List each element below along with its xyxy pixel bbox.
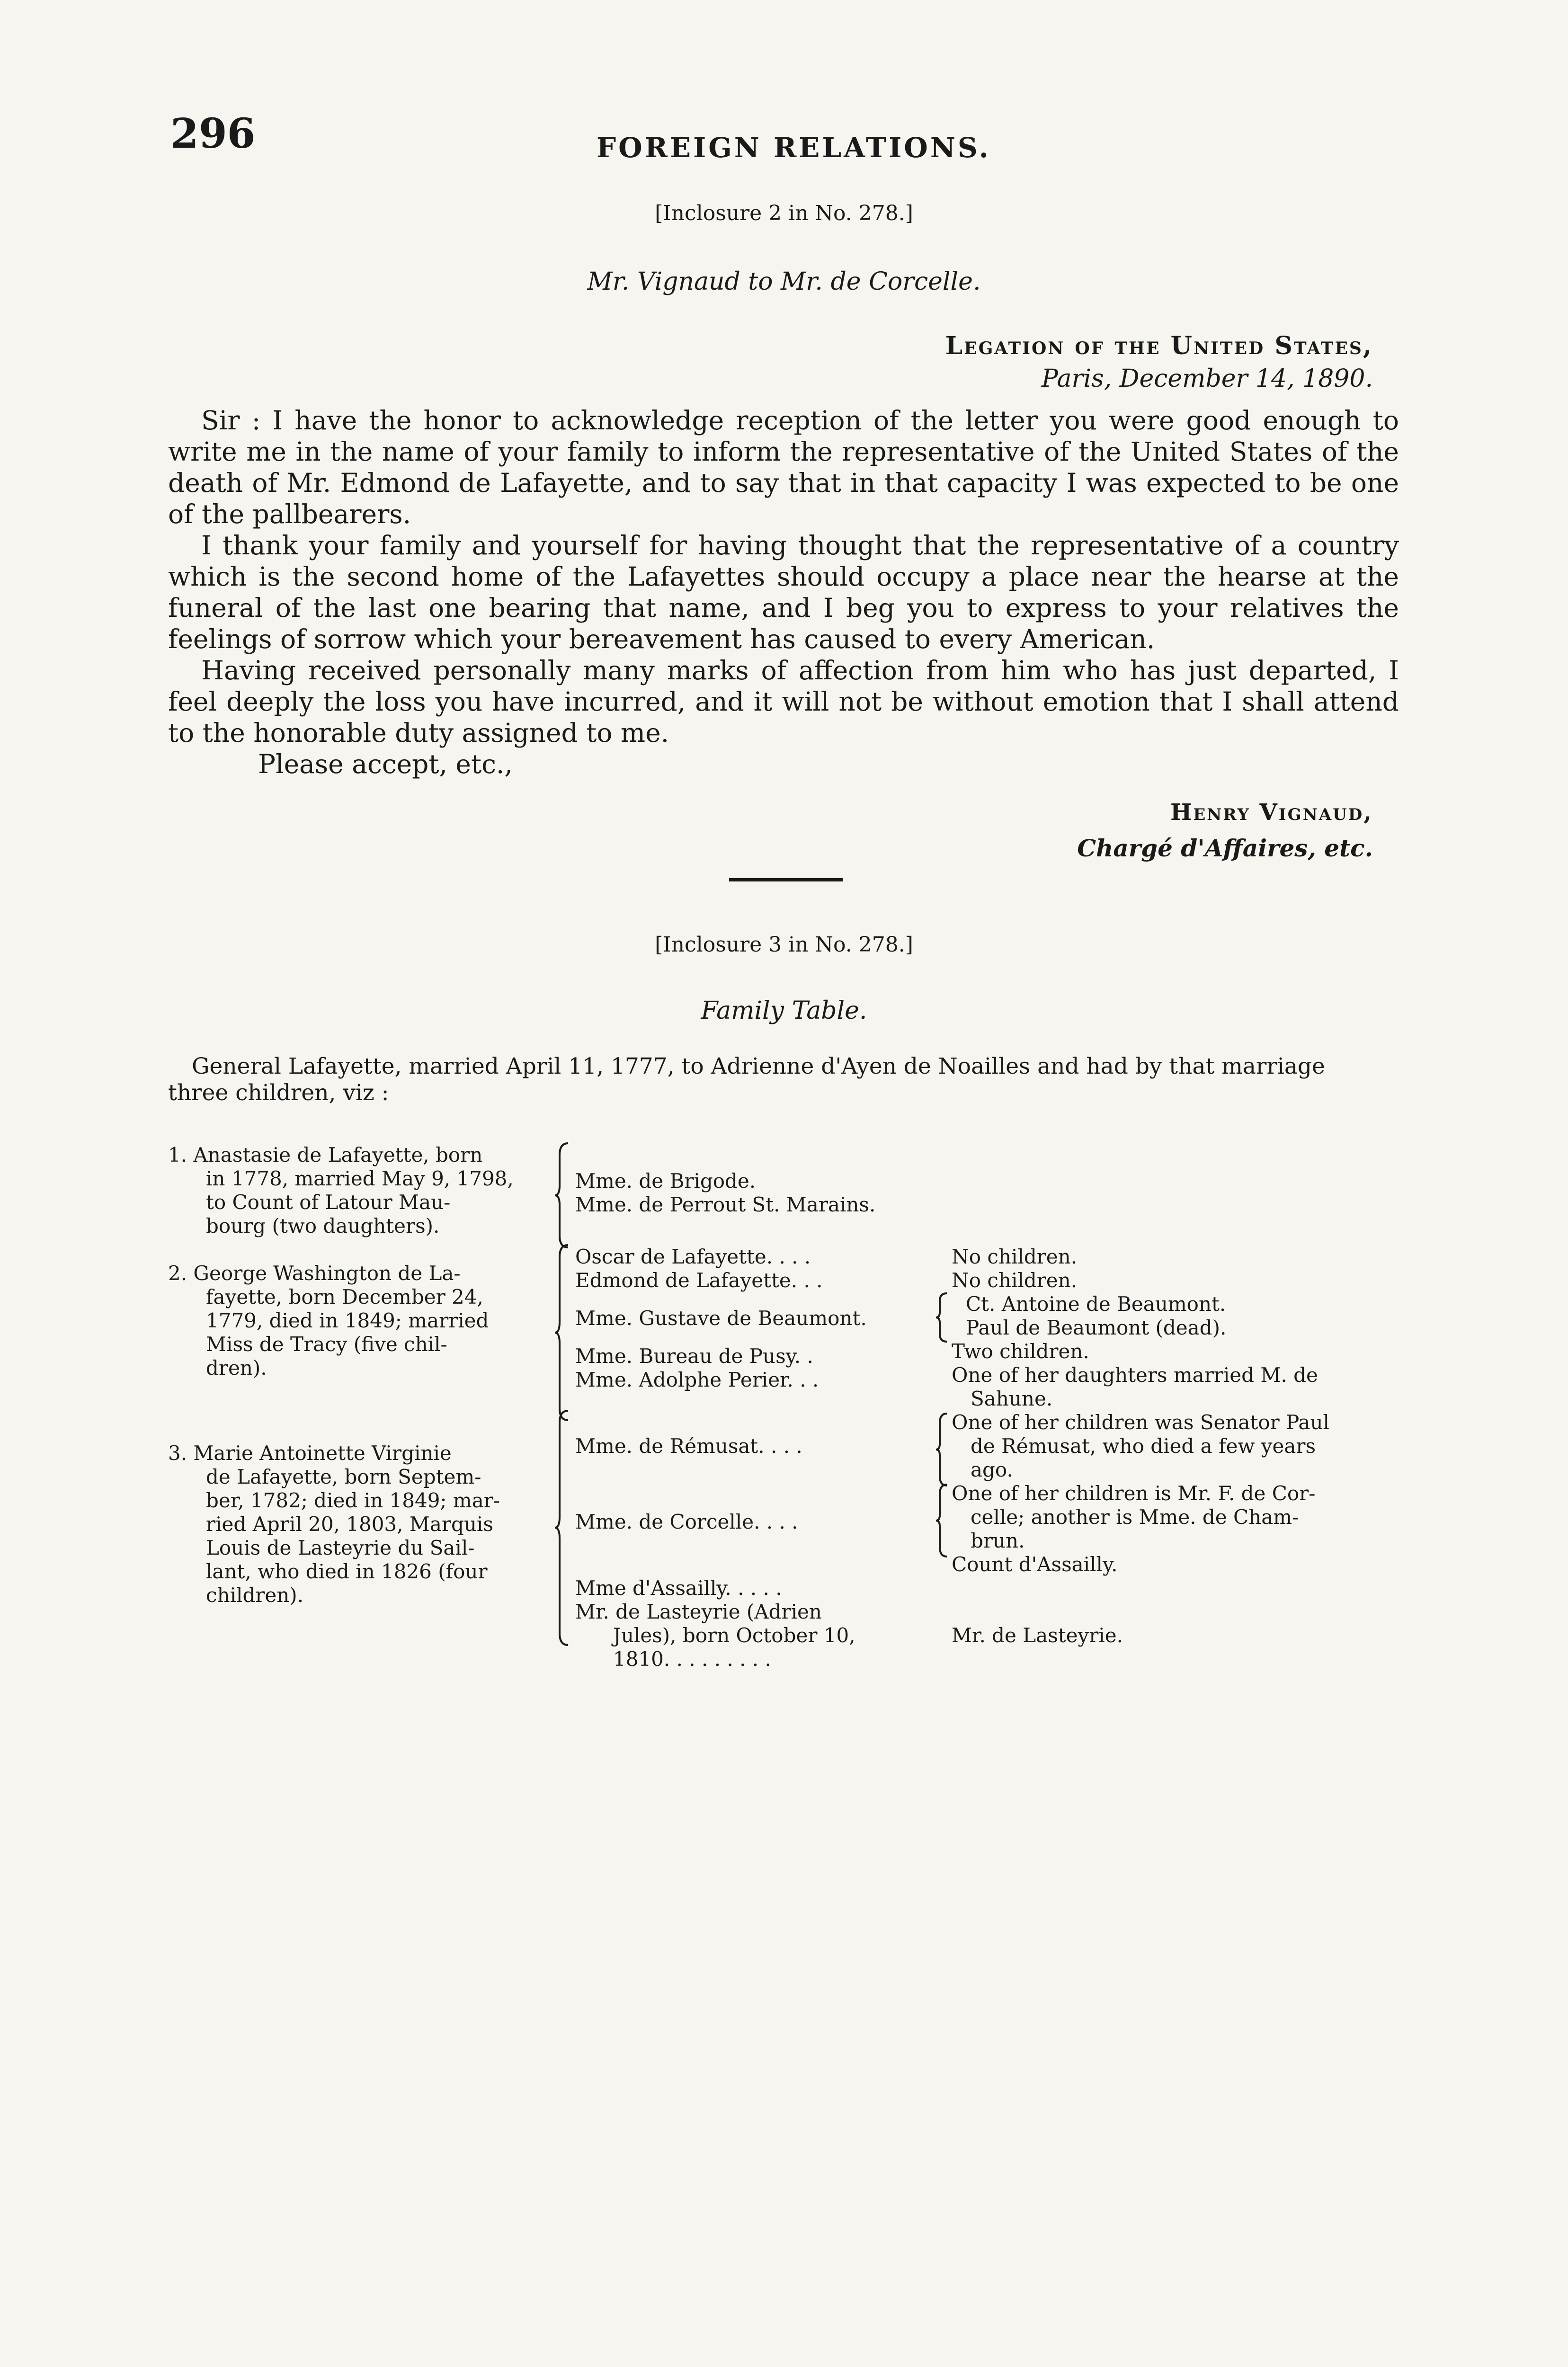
descendant-name: Mme. de Corcelle. . . . [575, 1510, 798, 1533]
descendant-name: 1810. . . . . . . . . [613, 1647, 771, 1671]
descendant-name: Mr. de Lasteyrie (Adrien [575, 1600, 822, 1623]
child-3-line: de Lafayette, born Septem- [206, 1465, 481, 1488]
issue-text: One of her daughters married M. de [952, 1363, 1318, 1387]
issue-text: One of her children is Mr. F. de Cor- [952, 1482, 1316, 1505]
letter-title: Mr. Vignaud to Mr. de Corcelle. [587, 267, 981, 296]
child-3-line: ber, 1782; died in 1849; mar- [206, 1489, 500, 1512]
issue-text: Sahune. [971, 1387, 1053, 1410]
child-1-line: in 1778, married May 9, 1798, [206, 1167, 514, 1190]
issue-text: de Rémusat, who died a few years [971, 1434, 1316, 1458]
issue-text: Paul de Beaumont (dead). [966, 1316, 1227, 1339]
descendant-name: Jules), born October 10, [613, 1624, 855, 1647]
signature-title: Chargé d'Affaires, etc. [1077, 834, 1373, 862]
child-2-line: 1779, died in 1849; married [206, 1309, 489, 1332]
child-2-issue [952, 1245, 1425, 1411]
child-3-line: 3. Marie Antoinette Virginie [168, 1442, 452, 1465]
child-2-descendants [575, 1245, 935, 1392]
child-1-descendants [575, 1169, 875, 1217]
family-intro [168, 1053, 1399, 1106]
brace-3 [554, 1408, 573, 1647]
dateline [1042, 365, 1373, 393]
letter-body [168, 405, 1399, 780]
paragraph-3: Having received personally many marks of affection from him who has just departed, I feel deeply the loss you have incurred, and it will not be without emotion that I shall attend to the honorable duty assigned to me. [168, 655, 1399, 748]
page-number: 296 [170, 110, 256, 158]
child-1-line: bourg (two daughters). [206, 1214, 440, 1237]
issue-text: ago. [971, 1458, 1013, 1481]
issue-text: Ct. Antoine de Beaumont. [966, 1292, 1226, 1316]
child-2-line: fayette, born December 24, [206, 1285, 483, 1308]
child-2-line: dren). [206, 1356, 267, 1379]
issue-text: No children. [952, 1245, 1078, 1268]
descendant-name: Oscar de Lafayette. . . . [575, 1245, 811, 1268]
child-3-line: Louis de Lasteyrie du Sail- [206, 1536, 475, 1559]
signature-name: Henry Vignaud, [1170, 799, 1373, 826]
issue-text: One of her children was Senator Paul [952, 1411, 1329, 1434]
paragraph-2: I thank your family and yourself for having thought that the representative of a country which is the second home of the Lafayettes should occupy a place near the hearse at the funeral of the last one bearing that name, and I beg you to express to your relatives the feelings of sorrow which your bereavement has caused to every American. [168, 530, 1399, 654]
child-3-line: children). [206, 1584, 304, 1607]
child-1 [168, 1143, 514, 1238]
brace-2 [554, 1243, 573, 1423]
intro-line-1: General Lafayette, married April 11, 1777, to Adrienne d'Ayen de Noailles and had by that marriage [192, 1053, 1325, 1079]
running-title: FOREIGN RELATIONS. [597, 132, 991, 164]
descendant-name: Mme. Adolphe Perier. . . [575, 1368, 819, 1391]
inclosure-3-heading: [Inclosure 3 in No. 278.] [655, 933, 913, 957]
issue-text: celle; another is Mme. de Cham- [971, 1505, 1299, 1529]
issue-text: Two children. [952, 1340, 1089, 1363]
descendant-name: Mme. Bureau de Pusy. . [575, 1344, 813, 1368]
section-divider [729, 878, 843, 881]
child-2-line: 2. George Washington de La- [168, 1262, 461, 1285]
brace-remusat [935, 1412, 949, 1487]
brace-beaumont [935, 1291, 949, 1344]
intro-line-2: three children, viz : [168, 1080, 389, 1106]
paragraph-4: Please accept, etc., [258, 749, 513, 779]
paragraph-1: Sir : I have the honor to acknowledge reception of the letter you were good enough to write me in the name of your family to inform the representative of the United States of the death of Mr. Edmond de Lafayette, and to say that in that capacity I was expected to be one of the pallbearers. [168, 405, 1399, 529]
brace-corcelle [935, 1483, 949, 1558]
place: Paris, [1041, 365, 1112, 393]
descendant-name: Mme. Gustave de Beaumont. [575, 1307, 867, 1330]
child-3-descendants [575, 1434, 935, 1671]
issue-text: brun. [971, 1529, 1025, 1552]
child-3-line: lant, who died in 1826 (four [206, 1560, 488, 1583]
child-3-issue [952, 1411, 1425, 1647]
descendant-name: Mme. de Rémusat. . . . [575, 1434, 802, 1458]
brace-1 [554, 1141, 573, 1250]
descendant-name: Mme d'Assailly. . . . . [575, 1576, 782, 1600]
date: December 14, 1890. [1119, 365, 1373, 393]
descendant-name: Mme. de Brigode. [575, 1169, 756, 1192]
issue-text: Count d'Assailly. [952, 1553, 1118, 1576]
child-3 [168, 1442, 500, 1607]
child-1-line: to Count of Latour Mau- [206, 1191, 451, 1214]
child-3-line: ried April 20, 1803, Marquis [206, 1513, 493, 1536]
child-1-line: 1. Anastasie de Lafayette, born [168, 1143, 483, 1166]
child-2-line: Miss de Tracy (five chil- [206, 1333, 447, 1356]
legation-line: Legation of the United States, [945, 331, 1373, 360]
inclosure-2-heading: [Inclosure 2 in No. 278.] [655, 201, 913, 225]
issue-text: No children. [952, 1269, 1078, 1292]
family-table-title: Family Table. [701, 997, 867, 1025]
child-2 [168, 1262, 489, 1380]
descendant-name: Edmond de Lafayette. . . [575, 1269, 823, 1292]
issue-text: Mr. de Lasteyrie. [952, 1624, 1123, 1647]
descendant-name: Mme. de Perrout St. Marains. [575, 1193, 876, 1216]
